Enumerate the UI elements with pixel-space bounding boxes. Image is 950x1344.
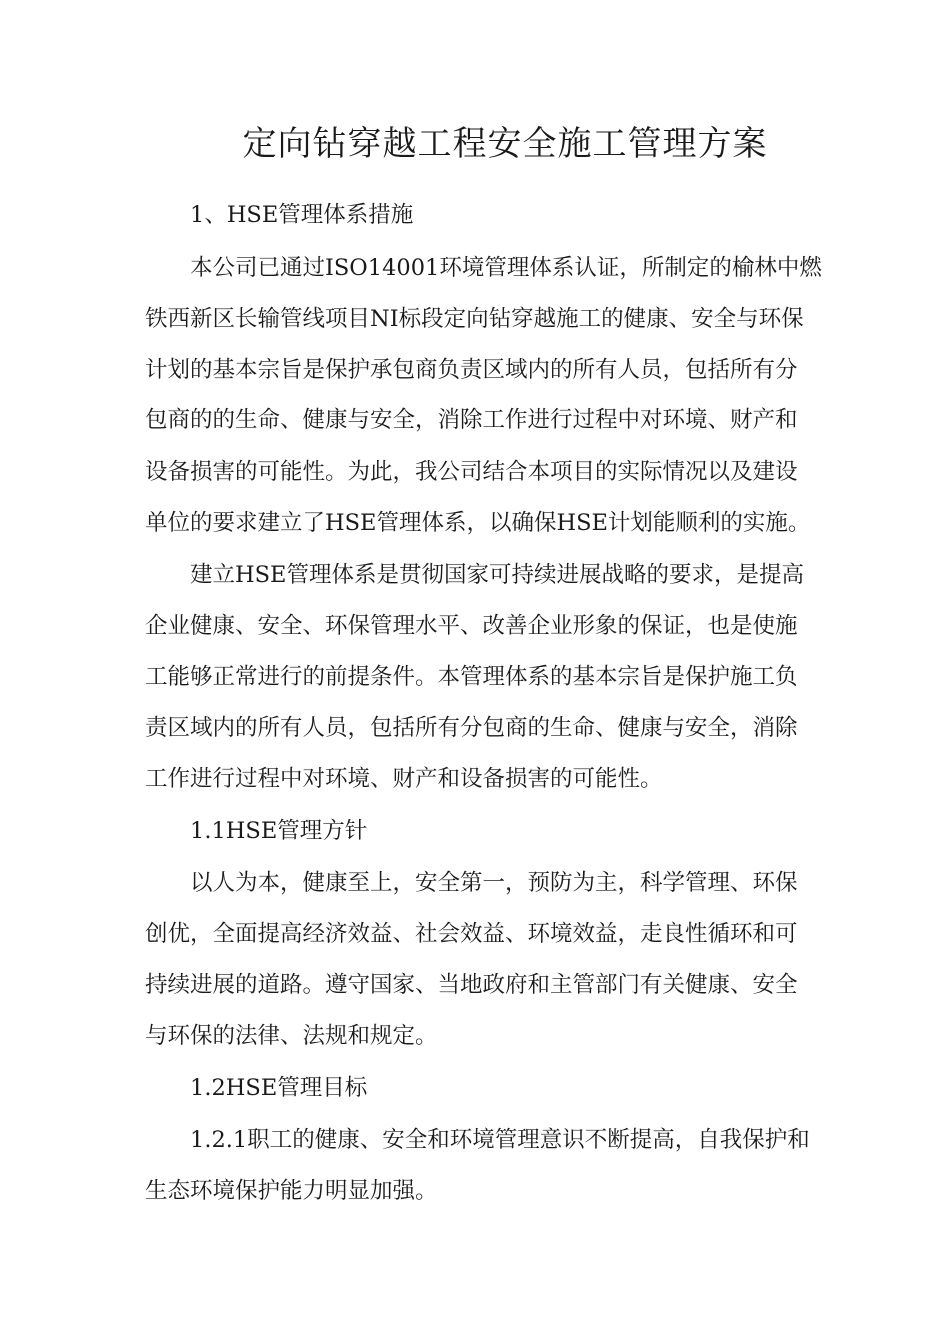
paragraph-line: 以人为本，健康至上，安全第一，预防为主，科学管理、环保 [190,870,798,896]
document-title: 定向钻穿越工程安全施工管理方案 [242,124,768,164]
paragraph-line: 生态环境保护能力明显加强。 [145,1178,438,1204]
paragraph-line: 工能够正常进行的前提条件。本管理体系的基本宗旨是保护施工负 [145,664,798,690]
paragraph-line: 持续进展的道路。遵守国家、当地政府和主管部门有关健康、安全 [145,972,798,998]
paragraph-line: 责区域内的所有人员，包括所有分包商的生命、健康与安全，消除 [145,715,798,741]
section-heading-1: 1、HSE管理体系措施 [190,202,414,228]
paragraph-line: 设备损害的可能性。为此，我公司结合本项目的实际情况以及建设 [145,459,798,485]
paragraph-line: 创优，全面提高经济效益、社会效益、环境效益，走良性循环和可 [145,921,798,947]
paragraph-line: 工作进行过程中对环境、财产和设备损害的可能性。 [145,766,663,792]
section-heading-1-1: 1.1HSE管理方针 [190,818,368,844]
paragraph-line: 企业健康、安全、环保管理水平、改善企业形象的保证，也是使施 [145,613,798,639]
paragraph-line: 单位的要求建立了HSE管理体系，以确保HSE计划能顺利的实施。 [145,510,811,536]
paragraph-line: 建立HSE管理体系是贯彻国家可持续进展战略的要求，是提高 [190,562,804,588]
paragraph-line: 铁西新区长输管线项目NI标段定向钻穿越施工的健康、安全与环保 [145,306,804,332]
paragraph-line: 计划的基本宗旨是保护承包商负责区域内的所有人员，包括所有分 [145,357,798,383]
paragraph-line: 1.2.1职工的健康、安全和环境管理意识不断提高，自我保护和 [190,1127,810,1153]
paragraph-line: 与环保的法律、法规和规定。 [145,1023,438,1049]
paragraph-line: 本公司已通过ISO14001环境管理体系认证，所制定的榆林中燃 [190,255,822,281]
section-heading-1-2: 1.2HSE管理目标 [190,1075,368,1101]
paragraph-line: 包商的的生命、健康与安全，消除工作进行过程中对环境、财产和 [145,407,798,433]
